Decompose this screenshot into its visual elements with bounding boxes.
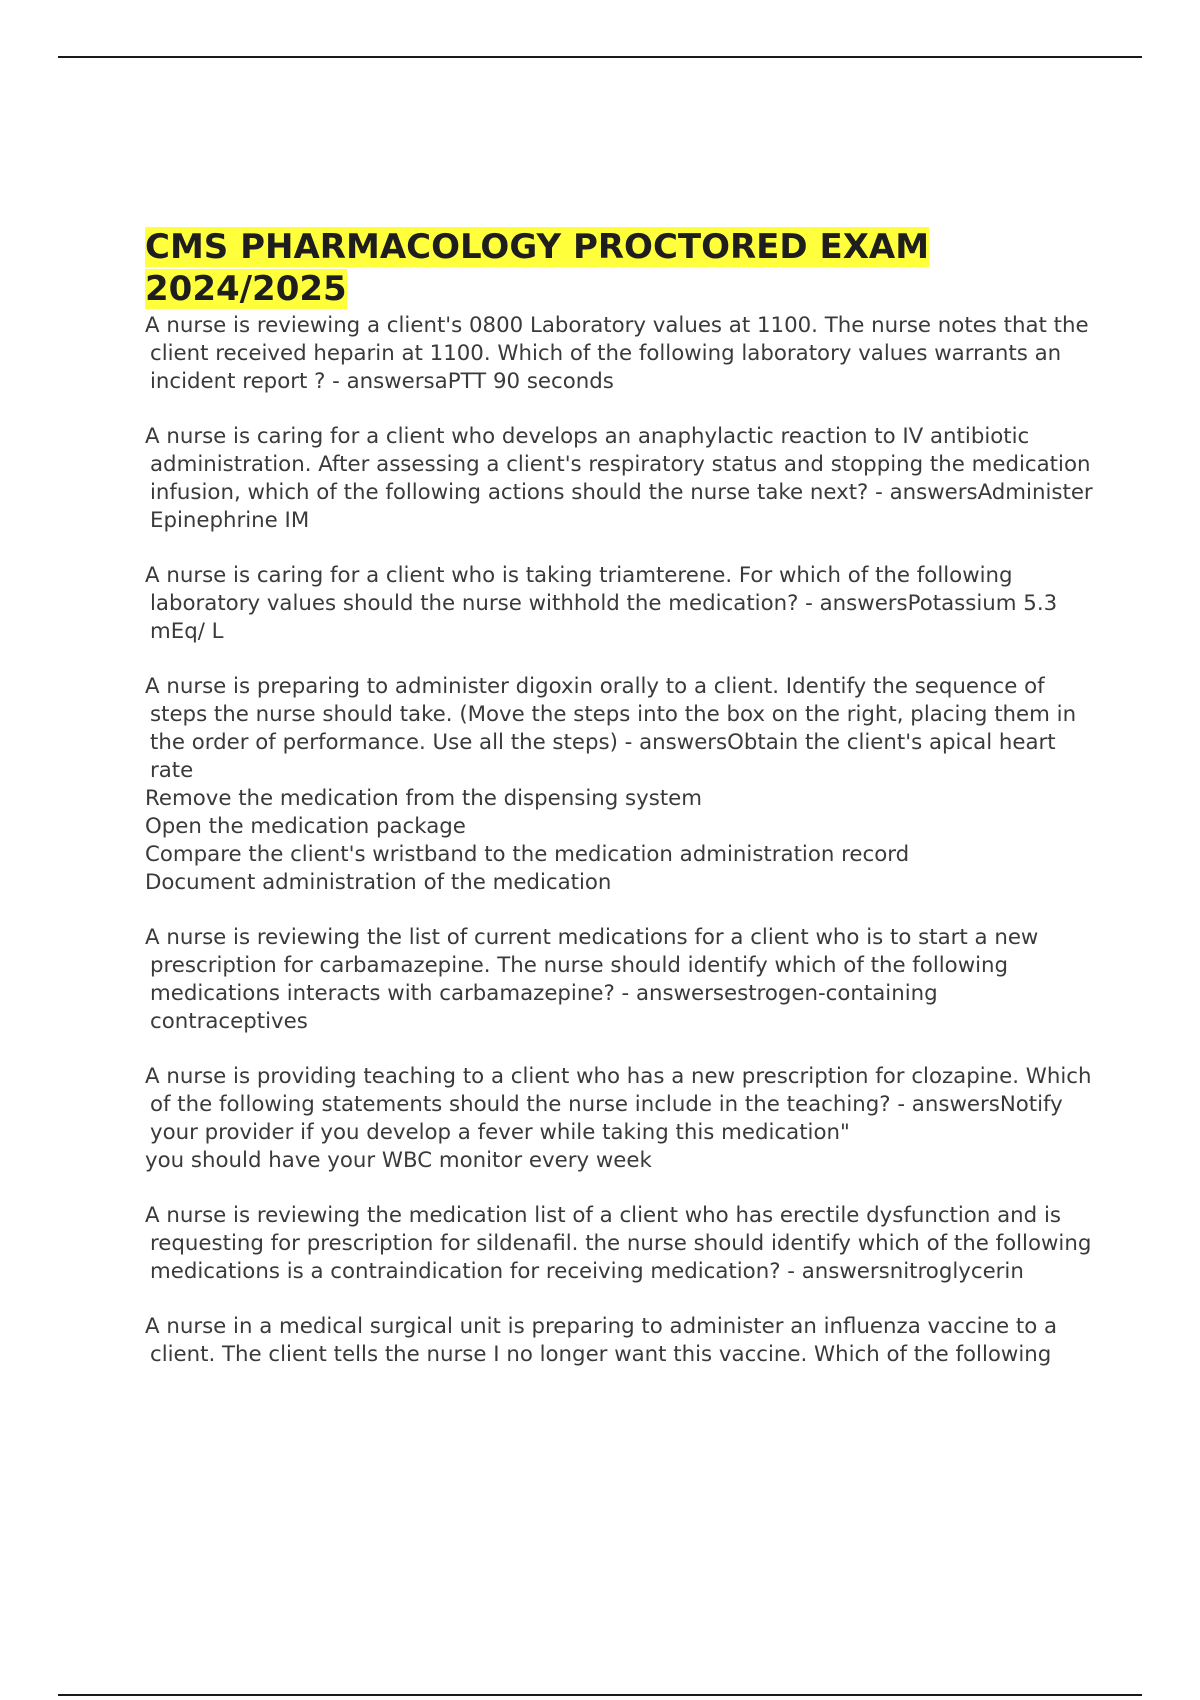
answer-step: Compare the client's wristband to the medication administration record: [145, 842, 910, 867]
question-answer-text: A nurse is reviewing a client's 0800 Laboratory values at 1100. The nurse notes that the client received heparin at 1100. Which of the following laboratory values warrants an incident report ? - answersaPTT 90 seconds: [145, 313, 1089, 394]
document-body: [145, 226, 1095, 1396]
title-line-2: 2024/2025: [145, 269, 347, 309]
answer-step: Open the medication package: [145, 814, 466, 839]
qa-item-5: [145, 924, 1095, 1036]
question-answer-text: A nurse is preparing to administer digoxin orally to a client. Identify the sequence of steps the nurse should take. (Move the steps into the box on the right, placing them in the order of performance. Use all the steps) - answersObtain the client's apical heart rate: [145, 674, 1077, 783]
answer-step: Document administration of the medication: [145, 870, 612, 895]
qa-item-4: [145, 673, 1095, 897]
qa-item-1: [145, 312, 1095, 396]
question-answer-text: A nurse is providing teaching to a client who has a new prescription for clozapine. Which of the following statements should the nurse include in the teaching? - answersNotify your provider if you develop a fever while taking this medication": [145, 1064, 1092, 1145]
qa-item-6: [145, 1063, 1095, 1175]
title-line-1: CMS PHARMACOLOGY PROCTORED EXAM: [145, 227, 930, 267]
question-answer-text: A nurse is caring for a client who is taking triamterene. For which of the following laboratory values should the nurse withhold the medication? - answersPotassium 5.3 mEq/ L: [145, 563, 1058, 644]
question-answer-text: A nurse is reviewing the medication list of a client who has erectile dysfunction and is requesting for prescription for sildenafil. the nurse should identify which of the following medications is a contraindication for receiving medication? - answersnitroglycerin: [145, 1203, 1092, 1284]
qa-item-2: [145, 423, 1095, 535]
bottom-rule: [58, 1694, 1142, 1696]
question-answer-text: A nurse is reviewing the list of current medications for a client who is to start a new prescription for carbamazepine. The nurse should identify which of the following medications interacts with carbamazepine? - answersestrogen-containing contraceptives: [145, 925, 1039, 1034]
qa-item-7: [145, 1202, 1095, 1286]
qa-item-8: [145, 1313, 1095, 1369]
question-answer-text: A nurse in a medical surgical unit is preparing to administer an influenza vaccine to a client. The client tells the nurse I no longer want this vaccine. Which of the following: [145, 1314, 1058, 1367]
answer-step: Remove the medication from the dispensing system: [145, 786, 703, 811]
document-title: [145, 226, 1005, 310]
answer-continuation: you should have your WBC monitor every week: [145, 1148, 652, 1173]
top-rule: [58, 56, 1142, 58]
qa-item-3: [145, 562, 1095, 646]
question-answer-text: A nurse is caring for a client who develops an anaphylactic reaction to IV antibiotic administration. After assessing a client's respiratory status and stopping the medication infusion, which of the following actions should the nurse take next? - answersAdminister Epinephrine IM: [145, 424, 1093, 533]
